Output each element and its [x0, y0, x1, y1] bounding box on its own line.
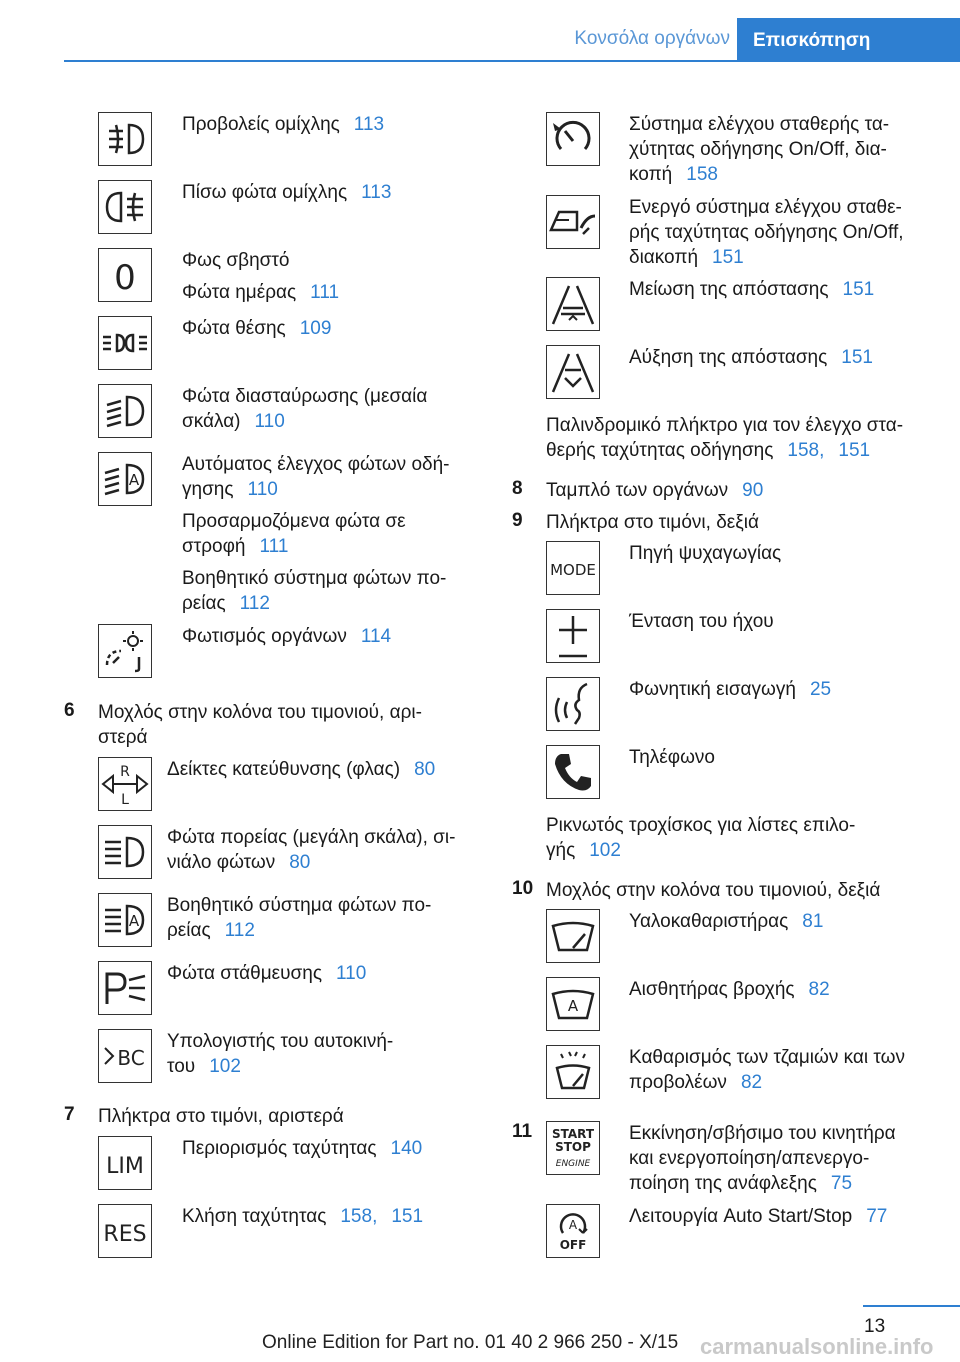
low-beam-text: Φώτα διασταύρωσης (μεσαία σκάλα) 110	[182, 386, 428, 432]
section-7-heading: Πλήκτρα στο τιμόνι, αριστερά	[98, 1106, 344, 1127]
page-link[interactable]: 25	[809, 679, 832, 700]
page-link[interactable]: 151	[712, 247, 744, 268]
item-number: 10	[512, 878, 534, 899]
section-8-heading: Ταμπλό των οργάνων 90	[546, 480, 764, 501]
wiper-text: Υαλοκαθαριστήρας 81	[629, 911, 824, 932]
svg-text:MODE: MODE	[550, 561, 596, 579]
page-number: 13	[864, 1316, 886, 1337]
page-link[interactable]: 151	[841, 347, 873, 368]
page-link[interactable]: 113	[361, 182, 392, 203]
turn-signal-text: Δείκτες κατεύθυνσης (φλας) 80	[167, 759, 436, 780]
cruise-text: Σύστημα ελέγχου σταθερής τα- χύτητας οδήγησης On/Off, δια- κοπή 158	[629, 114, 890, 185]
board-computer-icon	[98, 1029, 152, 1083]
front-fog-icon	[98, 112, 152, 166]
washer-icon	[546, 1045, 600, 1099]
svg-text:L: L	[121, 792, 129, 808]
auto-lights-icon	[98, 452, 152, 506]
fog-front-text: Προβολείς ομίχλης 113	[182, 114, 385, 135]
thumbwheel-text: Ρικνωτός τροχίσκος για λίστες επιλο- γής 102	[546, 815, 856, 861]
start-stop-text: Εκκίνηση/σβήσιμο του κινητήρα και ενεργοποίηση/απενεργο- ποίηση της ανάφλεξης 75	[629, 1123, 896, 1194]
volume-text: Ένταση του ήχου	[629, 611, 774, 632]
page-link[interactable]: 111	[259, 536, 289, 557]
page-link[interactable]: 112	[224, 920, 255, 941]
section-9-heading: Πλήκτρα στο τιμόνι, δεξιά	[546, 512, 759, 533]
parking-lights-icon	[98, 316, 152, 370]
page-header	[0, 0, 960, 62]
lights-off-icon	[98, 248, 152, 302]
distance-decrease-text: Μείωση της απόστασης 151	[629, 279, 875, 300]
svg-text:R: R	[120, 764, 130, 780]
daytime-text: Φώτα ημέρας 111	[182, 282, 340, 303]
page-link[interactable]: 80	[289, 852, 311, 873]
page-link[interactable]: 110	[336, 963, 367, 984]
distance-increase-icon	[546, 345, 600, 399]
svg-text:ENGINE: ENGINE	[555, 1159, 591, 1169]
rear-fog-icon	[98, 180, 152, 234]
svg-text:STOP: STOP	[555, 1140, 591, 1154]
page-link[interactable]: 110	[247, 479, 278, 500]
section-title: Κονσόλα οργάνων	[574, 28, 730, 49]
item-number: 9	[512, 510, 523, 531]
resume-text: Κλήση ταχύτητας 158, 151	[182, 1206, 424, 1227]
page-link[interactable]: 82	[808, 979, 830, 1000]
volume-icon	[546, 609, 600, 663]
instrument-text: Φωτισμός οργάνων 114	[182, 626, 392, 647]
section-10-heading: Μοχλός στην κολόνα του τιμονιού, δεξιά	[546, 880, 881, 901]
watermark: carmanualsonline.info	[700, 1334, 934, 1359]
svg-text:0: 0	[114, 258, 136, 298]
svg-text:A: A	[128, 471, 140, 489]
lights-off-text: Φως σβηστό	[182, 250, 290, 271]
res-button-icon	[98, 1204, 152, 1258]
computer-text: Υπολογιστής του αυτοκινή- του 102	[167, 1031, 394, 1077]
voice-input-icon	[546, 677, 600, 731]
item-number: 7	[64, 1104, 75, 1125]
active-cruise-icon	[546, 195, 600, 249]
high-beam-icon	[98, 825, 152, 879]
page-link[interactable]: 151	[391, 1206, 424, 1227]
active-cruise-text: Ενεργό σύστημα ελέγχου σταθε- ρής ταχύτητας οδήγησης On/Off, διακοπή 151	[629, 197, 904, 268]
high-beam-assist-icon	[98, 893, 152, 947]
page-link[interactable]: 109	[299, 318, 332, 339]
start-stop-button-icon	[546, 1121, 600, 1175]
page-link[interactable]: 151	[842, 279, 875, 300]
page-link[interactable]: 140	[390, 1138, 423, 1159]
assist-text: Βοηθητικό σύστημα φώτων πο- ρείας 112	[167, 895, 432, 941]
svg-text:A: A	[567, 997, 579, 1015]
auto-start-stop-icon	[546, 1204, 600, 1258]
svg-text:RES: RES	[103, 1222, 147, 1247]
section-6-heading: Μοχλός στην κολόνα του τιμονιού, αρι- στερά	[98, 702, 422, 748]
item-number: 11	[512, 1121, 533, 1142]
low-beam-icon	[98, 384, 152, 438]
mode-button-icon	[546, 541, 600, 595]
page-link[interactable]: 111	[310, 282, 340, 303]
parking-light-icon	[98, 961, 152, 1015]
page-link[interactable]: 112	[239, 593, 270, 614]
assist-text: Βοηθητικό σύστημα φώτων πο- ρείας 112	[182, 568, 447, 614]
page-link[interactable]: 75	[830, 1173, 853, 1194]
item-number: 8	[512, 478, 523, 499]
edition-footer: Online Edition for Part no. 01 40 2 966 250 - X/15	[262, 1332, 679, 1353]
park-light-text: Φώτα στάθμευσης 110	[167, 963, 367, 984]
distance-increase-text: Αύξηση της απόστασης 151	[629, 347, 873, 368]
page-link[interactable]: 80	[414, 759, 436, 780]
turn-signal-icon	[98, 757, 152, 811]
adaptive-text: Προσαρμοζόμενα φώτα σε στροφή 111	[182, 511, 406, 557]
page-link[interactable]: 158	[787, 440, 820, 461]
rocker-text: Παλινδρομικό πλήκτρο για τον έλεγχο στα- θερής ταχύτητας οδήγησης 158, 151	[546, 415, 904, 461]
high-beam-text: Φώτα πορείας (μεγάλη σκάλα), σι- νιάλο φώτων 80	[167, 827, 456, 873]
page-link[interactable]: 81	[802, 911, 824, 932]
svg-text:A: A	[128, 912, 140, 930]
mode-text: Πηγή ψυχαγωγίας	[629, 543, 782, 564]
item-number: 6	[64, 700, 75, 721]
svg-text:BC: BC	[117, 1046, 145, 1070]
page-link[interactable]: 158	[340, 1206, 373, 1227]
cruise-control-icon	[546, 112, 600, 166]
page-link[interactable]: 90	[742, 480, 764, 501]
header-rule	[64, 60, 960, 62]
voice-text: Φωνητική εισαγωγή 25	[629, 679, 832, 700]
page-link[interactable]: 77	[866, 1206, 888, 1227]
phone-icon	[546, 745, 600, 799]
rain-sensor-icon	[546, 977, 600, 1031]
wiper-icon	[546, 909, 600, 963]
parking-text: Φώτα θέσης 109	[182, 318, 332, 339]
svg-text:OFF: OFF	[559, 1238, 587, 1252]
rain-sensor-text: Αισθητήρας βροχής 82	[629, 979, 830, 1000]
svg-text:LIM: LIM	[106, 1154, 144, 1179]
auto-start-stop-text: Λειτουργία Auto Start/Stop 77	[629, 1206, 888, 1227]
page-link[interactable]: 114	[360, 626, 392, 647]
auto-lights-text: Αυτόματος έλεγχος φώτων οδή- γησης 110	[182, 454, 450, 500]
page-link[interactable]: 158	[686, 164, 718, 185]
lim-button-icon	[98, 1136, 152, 1190]
phone-text: Τηλέφωνο	[629, 747, 715, 768]
page-link[interactable]: 113	[353, 114, 385, 135]
svg-text:A: A	[568, 1218, 578, 1232]
fog-rear-text: Πίσω φώτα ομίχλης 113	[182, 182, 392, 203]
tab-overview[interactable]: Επισκόπηση	[737, 18, 960, 62]
limit-text: Περιορισμός ταχύτητας 140	[182, 1138, 423, 1159]
page-link[interactable]: 102	[589, 840, 621, 861]
page-link[interactable]: 151	[838, 440, 871, 461]
page-link[interactable]: 82	[740, 1072, 763, 1093]
clean-text: Καθαρισμός των τζαμιών και των προβολέων 82	[629, 1047, 905, 1093]
page-link[interactable]: 110	[254, 411, 285, 432]
svg-text:START: START	[551, 1127, 595, 1141]
page-link[interactable]: 102	[209, 1056, 241, 1077]
distance-decrease-icon	[546, 277, 600, 331]
instrument-lighting-icon	[98, 624, 152, 678]
page-number-rule	[863, 1305, 960, 1307]
